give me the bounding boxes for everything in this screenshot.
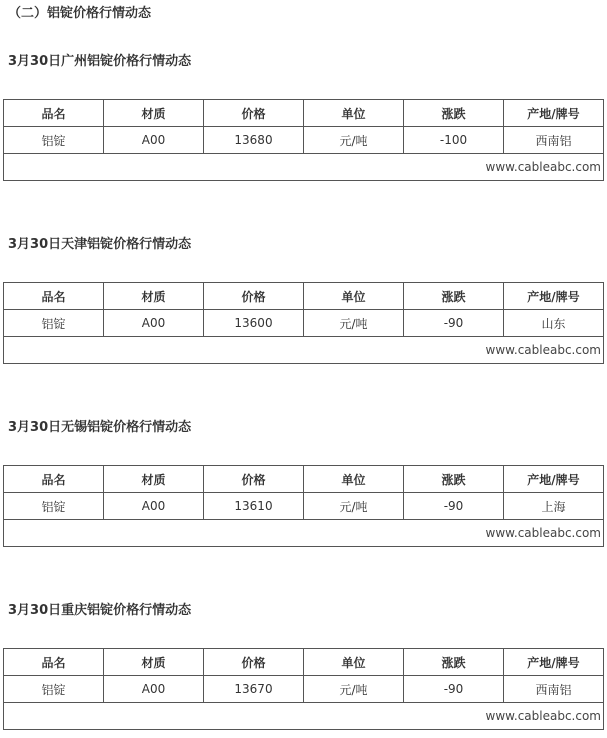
table-cell: 元/吨 bbox=[304, 310, 404, 337]
table-cell: 铝锭 bbox=[4, 493, 104, 520]
table-header-row bbox=[4, 466, 604, 493]
table-cell: A00 bbox=[104, 676, 204, 703]
column-header: 价格 bbox=[204, 466, 304, 493]
column-header: 单位 bbox=[304, 100, 404, 127]
table-cell: 13600 bbox=[204, 310, 304, 337]
column-header: 单位 bbox=[304, 649, 404, 676]
table-header-row bbox=[4, 100, 604, 127]
table-header-row bbox=[4, 283, 604, 310]
block-heading-tianjin: 3月30日天津铝锭价格行情动态 bbox=[8, 237, 192, 252]
column-header: 单位 bbox=[304, 466, 404, 493]
column-header: 涨跌 bbox=[404, 283, 504, 310]
table-cell: 上海 bbox=[504, 493, 604, 520]
column-header: 涨跌 bbox=[404, 466, 504, 493]
source-link[interactable]: www.cableabc.com bbox=[4, 154, 604, 181]
column-header: 价格 bbox=[204, 283, 304, 310]
source-link[interactable]: www.cableabc.com bbox=[4, 337, 604, 364]
table-row bbox=[4, 127, 604, 154]
block-heading-chongqing: 3月30日重庆铝锭价格行情动态 bbox=[8, 603, 192, 618]
column-header: 品名 bbox=[4, 466, 104, 493]
price-table-guangzhou bbox=[3, 99, 604, 181]
table-cell: 13680 bbox=[204, 127, 304, 154]
table-header-row bbox=[4, 649, 604, 676]
table-cell: A00 bbox=[104, 310, 204, 337]
table-cell: A00 bbox=[104, 127, 204, 154]
column-header: 品名 bbox=[4, 649, 104, 676]
table-cell: 铝锭 bbox=[4, 127, 104, 154]
column-header: 单位 bbox=[304, 283, 404, 310]
column-header: 产地/牌号 bbox=[504, 100, 604, 127]
column-header: 涨跌 bbox=[404, 649, 504, 676]
table-footer-row bbox=[4, 337, 604, 364]
table-footer-row bbox=[4, 154, 604, 181]
table-cell: 西南铝 bbox=[504, 676, 604, 703]
price-table-wuxi bbox=[3, 465, 604, 547]
table-cell: -90 bbox=[404, 310, 504, 337]
source-link[interactable]: www.cableabc.com bbox=[4, 703, 604, 730]
table-cell: 铝锭 bbox=[4, 310, 104, 337]
column-header: 产地/牌号 bbox=[504, 283, 604, 310]
column-header: 材质 bbox=[104, 649, 204, 676]
column-header: 价格 bbox=[204, 100, 304, 127]
column-header: 品名 bbox=[4, 100, 104, 127]
table-cell: 13610 bbox=[204, 493, 304, 520]
section-title: （二）铝锭价格行情动态 bbox=[8, 6, 152, 21]
table-footer-row bbox=[4, 703, 604, 730]
table-row bbox=[4, 310, 604, 337]
column-header: 材质 bbox=[104, 283, 204, 310]
table-cell: -90 bbox=[404, 676, 504, 703]
column-header: 产地/牌号 bbox=[504, 649, 604, 676]
column-header: 涨跌 bbox=[404, 100, 504, 127]
table-cell: 元/吨 bbox=[304, 127, 404, 154]
price-table-chongqing bbox=[3, 648, 604, 730]
table-cell: 山东 bbox=[504, 310, 604, 337]
table-cell: 元/吨 bbox=[304, 676, 404, 703]
column-header: 材质 bbox=[104, 466, 204, 493]
table-cell: 13670 bbox=[204, 676, 304, 703]
source-link[interactable]: www.cableabc.com bbox=[4, 520, 604, 547]
block-heading-guangzhou: 3月30日广州铝锭价格行情动态 bbox=[8, 54, 192, 69]
block-heading-wuxi: 3月30日无锡铝锭价格行情动态 bbox=[8, 420, 192, 435]
column-header: 品名 bbox=[4, 283, 104, 310]
table-cell: 元/吨 bbox=[304, 493, 404, 520]
column-header: 产地/牌号 bbox=[504, 466, 604, 493]
table-cell: -100 bbox=[404, 127, 504, 154]
table-row bbox=[4, 676, 604, 703]
price-table-tianjin bbox=[3, 282, 604, 364]
table-cell: 铝锭 bbox=[4, 676, 104, 703]
table-cell: -90 bbox=[404, 493, 504, 520]
table-footer-row bbox=[4, 520, 604, 547]
table-cell: A00 bbox=[104, 493, 204, 520]
table-row bbox=[4, 493, 604, 520]
column-header: 材质 bbox=[104, 100, 204, 127]
column-header: 价格 bbox=[204, 649, 304, 676]
table-cell: 西南铝 bbox=[504, 127, 604, 154]
